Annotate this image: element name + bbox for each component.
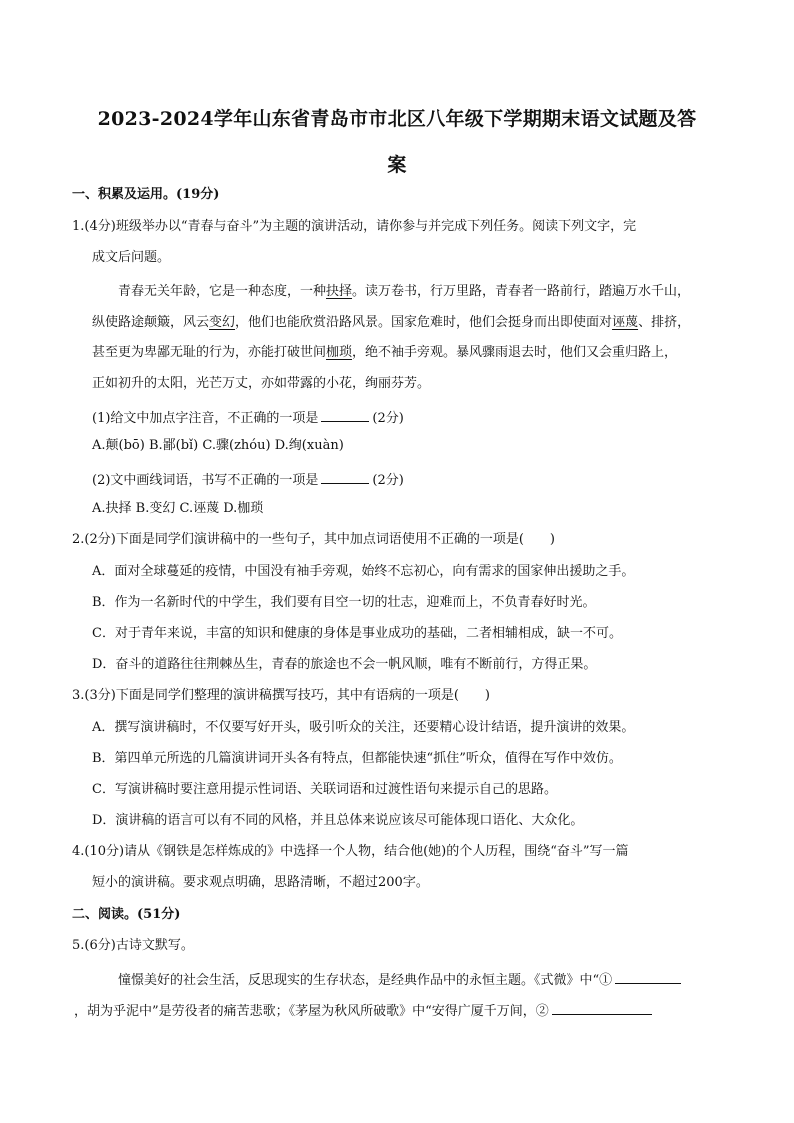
section-heading-reading: 二、阅读。(51分): [72, 907, 181, 922]
q2-option-c: C．对于青年来说，丰富的知识和健康的身体是事业成功的基础，二者相辅相成，缺一不可。: [92, 626, 622, 641]
q1-sub2-text: (2)文中画线词语，书写不正确的一项是: [92, 473, 319, 488]
q1-passage-line-2: [92, 316, 690, 329]
q2-option-b: B．作为一名新时代的中学生，我们要有目空一切的壮志，迎难而上，不负青春好时光。: [92, 595, 596, 610]
passage-text: 甚至更为卑鄙无耻的行为，亦能打破世间: [92, 345, 327, 360]
q4-stem-line-1: 4.(10分)请从《钢铁是怎样炼成的》中选择一个人物，结合他(她)的个人历程，围绕“奋斗”写一篇: [72, 844, 629, 859]
underlined-word-1: 抉择: [326, 284, 353, 299]
q1-sub2-stem: [92, 471, 404, 487]
underlined-word-4: 枷琐: [326, 345, 353, 360]
answer-blank-1[interactable]: [615, 971, 681, 984]
answer-blank-2[interactable]: [552, 1002, 652, 1015]
q1-passage-line-1: [118, 285, 690, 298]
q1-sub2-score: (2分): [372, 473, 404, 488]
passage-text: 青春无关年龄，它是一种态度，一种: [118, 284, 327, 299]
q4-stem-line-2: 短小的演讲稿。要求观点明确，思路清晰，不超过200字。: [92, 875, 429, 890]
q3-option-b: B．第四单元所选的几篇演讲词开头各有特点，但都能快速“抓住”听众，值得在写作中效仿。: [92, 751, 622, 766]
section-heading-accumulation: 一、积累及运用。(19分): [72, 187, 220, 202]
passage-text: 憧憬美好的社会生活，反思现实的生存状态，是经典作品中的永恒主题。《式微》中“①: [118, 973, 613, 988]
q2-stem: 2.(2分)下面是同学们演讲稿中的一些句子，其中加点词语使用不正确的一项是( ): [72, 532, 555, 547]
answer-blank[interactable]: [321, 409, 369, 422]
q2-option-a: A．面对全球蔓延的疫情，中国没有袖手旁观，始终不忘初心，向有需求的国家伸出援助之手。: [92, 564, 635, 579]
q1-sub1-stem: [92, 409, 404, 425]
q1-passage-line-3: [92, 346, 677, 359]
q3-option-c: C．写演讲稿时要注意用提示性词语、关联词语和过渡性语句来提示自己的思路。: [92, 782, 557, 797]
q1-stem-line-1: 1.(4分)班级举办以“青春与奋斗”为主题的演讲活动，请你参与并完成下列任务。阅读下列文字，完: [72, 219, 637, 234]
q5-stem: 5.(6分)古诗文默写。: [72, 938, 194, 953]
q1-sub1-text: (1)给文中加点字注音，不正确的一项是: [92, 411, 319, 426]
answer-blank[interactable]: [321, 471, 369, 484]
q2-option-d: D．奋斗的道路往往荆棘丛生，青春的旅途也不会一帆风顺，唯有不断前行，方得正果。: [92, 657, 597, 672]
underlined-word-2: 变幻: [209, 315, 236, 330]
underlined-word-3: 诬蔑: [612, 315, 639, 330]
q5-passage-line-1: [118, 971, 684, 987]
passage-text: ，胡为乎泥中”是劳役者的痛苦悲歌；《茅屋为秋风所破歌》中“安得广厦千万间，②: [74, 1004, 549, 1019]
q3-option-a: A．撰写演讲稿时，不仅要写好开头，吸引听众的关注，还要精心设计结语，提升演讲的效果。: [92, 720, 635, 735]
q1-stem-line-2: 成文后问题。: [92, 250, 171, 265]
q5-passage-line-2: [74, 1002, 655, 1018]
q1-sub2-options: A.抉择 B.变幻 C.诬蔑 D.枷琐: [92, 501, 264, 516]
page-title-line-1: 2023-2024学年山东省青岛市市北区八年级下学期期末语文试题及答: [97, 108, 697, 130]
passage-text: 纵使路途颠簸，风云: [92, 315, 210, 330]
q3-stem: 3.(3分)下面是同学们整理的演讲稿撰写技巧，其中有语病的一项是( ): [72, 688, 490, 703]
q1-sub1-score: (2分): [372, 411, 404, 426]
passage-text: ，他们也能欣赏沿路风景。国家危难时，他们会挺身而出即使面对: [235, 315, 613, 330]
q1-sub1-options: A.颠(bō) B.鄙(bǐ) C.骤(zhóu) D.绚(xuàn): [92, 438, 344, 453]
passage-text: 。读万卷书，行万里路，青春者一路前行，踏遍万水千山，: [352, 284, 691, 299]
q1-passage-line-4: 正如初升的太阳，光芒万丈，亦如带露的小花，绚丽芬芳。: [92, 376, 431, 391]
passage-text: 、排挤，: [638, 315, 691, 330]
page-title-line-2: 案: [387, 154, 407, 176]
q3-option-d: D．演讲稿的语言可以有不同的风格，并且总体来说应该尽可能体现口语化、大众化。: [92, 813, 584, 828]
passage-text: ，绝不袖手旁观。暴风骤雨退去时，他们又会重归路上，: [352, 345, 678, 360]
